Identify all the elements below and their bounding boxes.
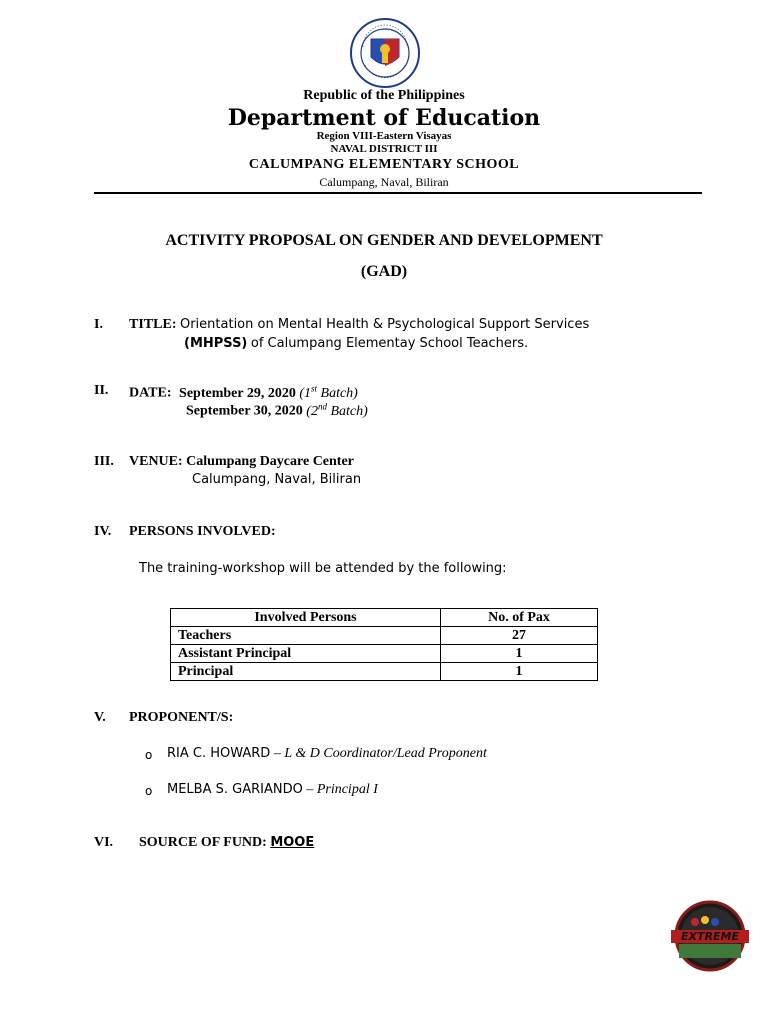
batch-first-sup: st	[311, 383, 318, 393]
section-number-venue: III.	[94, 454, 114, 469]
activity-title-continuation	[184, 336, 528, 352]
batch-first-open: (1	[299, 385, 311, 401]
batch-first-close: Batch)	[317, 385, 358, 401]
header-divider	[94, 192, 702, 194]
row-pax: 27	[441, 627, 598, 645]
document-subtitle: (GAD)	[360, 263, 408, 280]
date-second: September 30, 2020	[186, 403, 303, 419]
activity-title-text: Orientation on Mental Health & Psychological Support Services	[179, 317, 590, 332]
venue-address: Calumpang, Naval, Biliran	[192, 472, 362, 487]
bullet-icon: o	[145, 784, 153, 798]
section-number-date: II.	[94, 383, 109, 398]
region-line: Region VIII-Eastern Visayas	[316, 130, 452, 142]
section-label-venue: VENUE:	[129, 454, 183, 469]
district-line: NAVAL DISTRICT III	[330, 143, 438, 155]
table-row	[171, 627, 598, 645]
activity-title-rest: of Calumpang Elementay School Teachers.	[250, 336, 529, 351]
proponent-role: Principal I	[316, 782, 378, 797]
row-name: Teachers	[171, 627, 441, 645]
proponent-name: RIA C. HOWARD	[167, 746, 271, 761]
batch-second-sup: nd	[317, 401, 327, 411]
badge-text: EXTREME	[681, 930, 739, 943]
batch-first	[299, 383, 358, 401]
date-first: September 29, 2020	[179, 385, 296, 401]
date-line-2	[186, 401, 368, 420]
column-header-persons: Involved Persons	[171, 609, 441, 627]
date-line-1	[129, 383, 358, 402]
column-header-pax: No. of Pax	[441, 609, 598, 627]
batch-second-open: (2	[306, 403, 318, 419]
section-number-persons: IV.	[94, 524, 112, 539]
row-name: Principal	[171, 663, 441, 681]
section-label-date: DATE:	[129, 385, 172, 401]
department-name: Department of Education	[227, 105, 541, 131]
row-pax: 1	[441, 663, 598, 681]
table-header-row	[171, 609, 598, 627]
proponent-dash: –	[302, 782, 317, 797]
batch-second	[306, 401, 368, 419]
title-colon: :	[171, 317, 177, 332]
proponent-item	[167, 782, 378, 798]
proponent-item	[167, 746, 487, 762]
row-pax: 1	[441, 645, 598, 663]
section-title-line	[129, 317, 589, 333]
venue-line	[129, 454, 354, 470]
batch-second-close: Batch)	[326, 403, 368, 419]
venue-place: Calumpang Daycare Center	[186, 454, 354, 469]
school-address: Calumpang, Naval, Biliran	[319, 175, 449, 189]
document-title: ACTIVITY PROPOSAL ON GENDER AND DEVELOPMENT	[165, 232, 603, 249]
section-number-proponents: V.	[94, 710, 106, 725]
proponent-dash: –	[270, 746, 285, 761]
table-row	[171, 645, 598, 663]
republic-line: Republic of the Philippines	[303, 88, 465, 103]
section-label-title: TITLE	[129, 317, 172, 332]
deped-seal-logo	[349, 17, 421, 89]
section-number-fund: VI.	[94, 835, 114, 850]
persons-table	[170, 608, 598, 681]
row-name: Assistant Principal	[171, 645, 441, 663]
bullet-icon: o	[145, 748, 153, 762]
fund-value: MOOE	[270, 835, 315, 850]
mhpss-acronym: (MHPSS)	[184, 336, 248, 351]
section-label-proponents: PROPONENT/S:	[129, 710, 234, 725]
persons-intro: The training-workshop will be attended by the following:	[139, 561, 507, 576]
proponent-name: MELBA S. GARIANDO	[167, 782, 303, 797]
section-label-persons: PERSONS INVOLVED:	[129, 524, 276, 539]
table-row	[171, 663, 598, 681]
school-name: CALUMPANG ELEMENTARY SCHOOL	[248, 157, 520, 172]
extreme-badge-logo	[669, 900, 751, 972]
fund-line	[139, 835, 314, 851]
section-number-title: I.	[94, 317, 103, 332]
proponent-role: L & D Coordinator/Lead Proponent	[284, 746, 487, 761]
section-label-fund: SOURCE OF FUND:	[139, 835, 267, 850]
